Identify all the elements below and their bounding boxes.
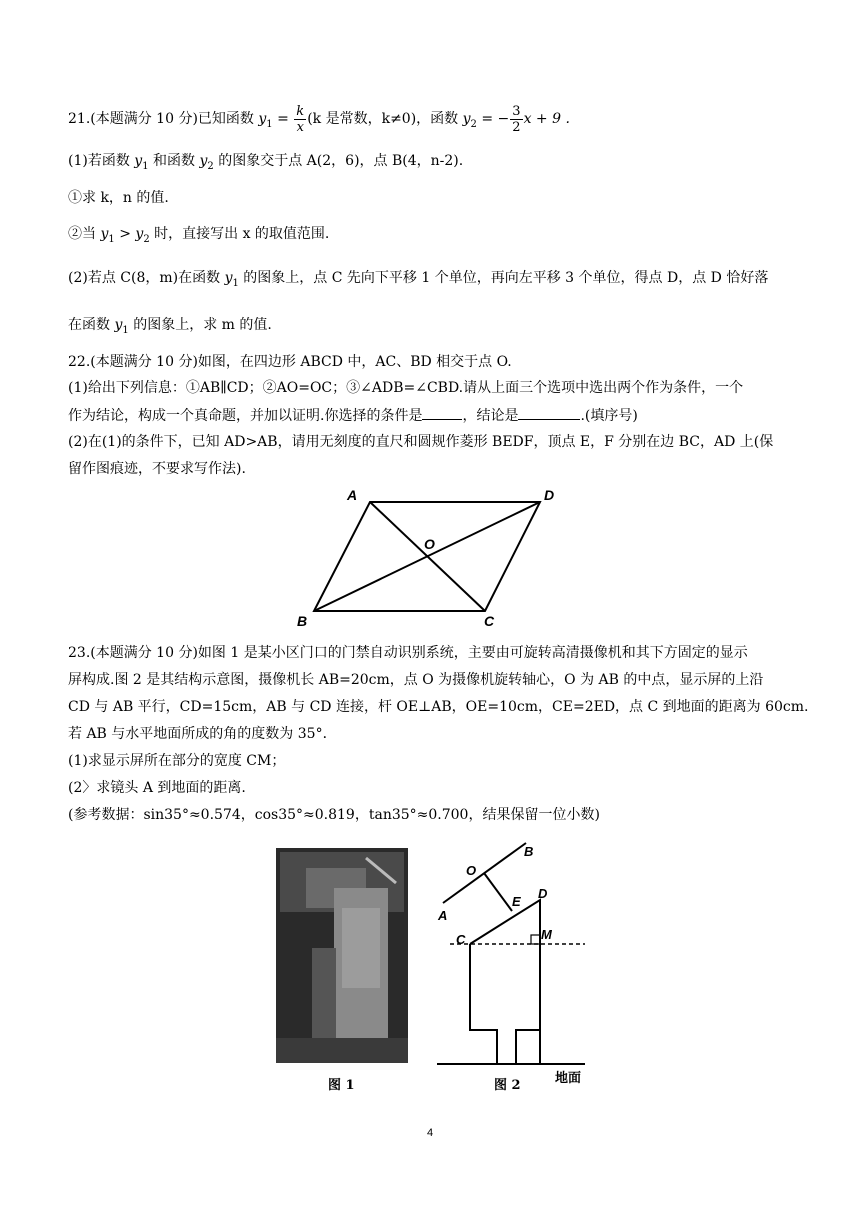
label-o: O [424,536,435,552]
right-angle-mark [531,935,540,944]
q22-part2-cont: 留作图痕迹，不要求写作法). [68,461,246,477]
y1-symbol: y [134,153,143,169]
q22-condition-prompt: 作为结论，构成一个真命题，并加以证明.你选择的条件是 [68,408,423,424]
q21-linear-tail: x + 9 . [523,111,570,127]
y1-subscript: 1 [108,233,115,245]
q21-part1-c: 的图象交于点 A(2，6)，点 B(4，n-2). [213,153,464,169]
y2-symbol: y [462,111,471,127]
fraction-three-halves [510,104,522,135]
q23-reference: (参考数据：sin35°≈0.574，cos35°≈0.819，tan35°≈0.700，结果保留一位小数) [68,807,600,823]
q21-sub2 [68,224,794,250]
label-o: O [466,863,477,878]
q23-part2: (2〉求镜头 A 到地面的距离. [68,780,246,796]
q21-sub2-b: 时，直接写出 x 的取值范围. [149,226,330,242]
y2-symbol: y [135,226,144,242]
q21-sub2-a: ②当 [68,226,101,242]
figure-2-diagram [430,835,610,1065]
q22-conclusion-prompt: ，结论是 [462,408,519,424]
display-cd [470,900,540,1064]
diagonal-bd [314,502,540,611]
fraction-k-over-x [294,104,306,135]
q21-part2-d: 的图象上，求 m 的值. [128,317,272,333]
q21-part2-c: 在函数 [68,317,115,333]
label-e: E [512,894,521,909]
q23-stem: 23.(本题满分 10 分)如图 1 是某小区门口的门禁自动识别系统，主要由可旋转高清摄像机和其下方固定的显示 [68,645,748,661]
quadrilateral-figure [290,485,580,630]
label-m: M [541,927,552,942]
q21-sub1: ①求 k，n 的值. [68,190,169,206]
q23-stem-2: 屏构成.图 2 是其结构示意图，摄像机长 AB=20cm，点 O 为摄像机旋转轴心，O 为 AB 的中点，显示屏的上沿 [68,672,764,688]
fraction-denominator: x [296,119,304,135]
equals-minus: = − [476,111,510,127]
fraction-numerator-3: 3 [512,103,521,119]
label-c: C [456,932,466,947]
figure-1-caption: 图 1 [328,1078,355,1093]
y1-subscript: 1 [122,324,129,336]
y1-symbol: y [258,111,267,127]
y1-symbol: y [100,226,109,242]
q21-part2 [68,268,794,294]
fraction-numerator: k [296,103,305,119]
condition-answer-blank[interactable] [422,405,462,420]
label-c: C [484,613,495,629]
label-d: D [538,886,548,901]
q22-part2: (2)在(1)的条件下，已知 AD>AB，请用无刻度的直尺和圆规作菱形 BEDF，顶点 E，F 分别在边 BC，AD 上(保 [68,434,774,450]
q21-line-1 [68,102,794,136]
q21-intro: 21.(本题满分 10 分)已知函数 [68,111,259,127]
label-b: B [524,844,534,859]
y2-subscript: 2 [470,118,477,130]
q23-part1: (1)求显示屏所在部分的宽度 CM； [68,753,286,769]
q21-part2-b: 的图象上，点 C 先向下平移 1 个单位，再向左平移 3 个单位，得点 D，点 D 恰好落 [238,270,769,286]
y2-subscript: 2 [207,160,214,172]
q22-part1: (1)给出下列信息：①AB∥CD；②AO=OC；③∠ADB=∠CBD.请从上面三个选项中选出两个作为条件，一个 [68,380,744,396]
y1-subscript: 1 [232,277,239,289]
q21-part1 [68,151,794,177]
label-b: B [297,613,308,629]
rod-oe [484,873,512,911]
figure-1-photo [276,848,408,1063]
fraction-denominator-2: 2 [512,119,521,135]
y1-symbol: y [224,270,233,286]
label-a: A [438,908,448,923]
equals-sign: = [272,111,294,127]
y2-subscript: 2 [143,233,150,245]
q22-part1-cont [68,405,794,426]
label-a: A [347,487,358,503]
q21-part1-a: (1)若函数 [68,153,135,169]
pillar-body [470,944,497,1064]
q23-stem-3: CD 与 AB 平行，CD=15cm，AB 与 CD 连接，杆 OE⊥AB，OE=10cm，CE=2ED，点 C 到地面的距离为 60cm. [68,699,809,715]
q21-part1-b: 和函数 [148,153,200,169]
y1-subscript: 1 [142,160,149,172]
greater-than: > [114,226,136,242]
label-d: D [544,487,555,503]
q23-stem-4: 若 AB 与水平地面所成的角的度数为 35°． [68,726,337,742]
q21-condition: (k 是常数，k≠0)，函数 [307,111,463,127]
y1-subscript: 1 [266,118,273,130]
q22-stem: 22.(本题满分 10 分)如图，在四边形 ABCD 中，AC、BD 相交于点 O. [68,354,512,370]
y2-symbol: y [199,153,208,169]
q21-part2-a: (2)若点 C(8，m)在函数 [68,270,225,286]
q21-part2-cont [68,315,794,341]
ground-label: 地面 [555,1071,582,1086]
conclusion-answer-blank[interactable] [518,405,580,420]
figure-2-caption: 图 2 [494,1078,521,1093]
q22-fill-note: .(填序号) [580,408,638,424]
y1-symbol: y [114,317,123,333]
page-number: 4 [426,1127,434,1139]
pillar-right [516,1030,540,1064]
